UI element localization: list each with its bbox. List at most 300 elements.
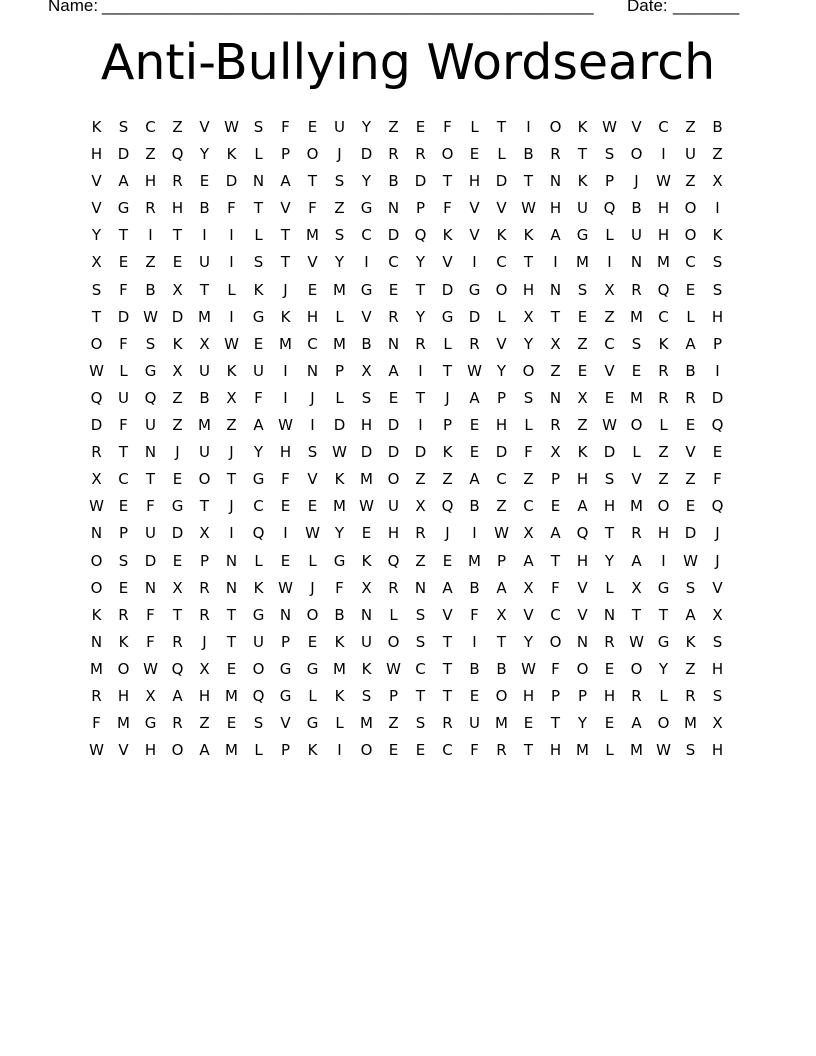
grid-letter: E [712, 443, 723, 462]
grid-letter: K [334, 632, 345, 651]
grid-letter: O [684, 226, 697, 245]
grid-letter: I [472, 632, 477, 651]
grid-letter: K [685, 632, 696, 651]
grid-letter: V [604, 361, 615, 380]
grid-letter: Q [441, 497, 454, 516]
grid-letter: H [711, 741, 724, 760]
wordsearch-grid [83, 114, 731, 764]
grid-letter: X [361, 578, 372, 597]
grid-letter: H [360, 416, 373, 435]
grid-letter: H [468, 172, 481, 191]
grid-letter: G [279, 659, 292, 678]
grid-letter: W [629, 632, 644, 651]
grid-letter: X [172, 280, 183, 299]
grid-letter: B [523, 145, 534, 164]
grid-letter: M [225, 741, 238, 760]
grid-letter: Y [415, 253, 426, 272]
grid-letter: D [495, 443, 508, 462]
grid-letter: J [310, 388, 315, 407]
grid-letter: E [469, 145, 480, 164]
grid-letter: W [305, 524, 320, 543]
grid-letter: Z [523, 470, 534, 489]
grid-letter: K [253, 578, 264, 597]
grid-letter: Y [658, 659, 669, 678]
grid-letter: E [388, 280, 399, 299]
grid-letter: Z [226, 416, 237, 435]
grid-letter: E [604, 659, 615, 678]
grid-letter: E [307, 497, 318, 516]
grid-letter: E [388, 388, 399, 407]
grid-letter: C [496, 470, 507, 489]
grid-letter: G [144, 361, 157, 380]
grid-letter: P [496, 551, 507, 570]
grid-letter: T [253, 199, 264, 218]
grid-letter: T [550, 714, 561, 733]
grid-letter: I [715, 199, 720, 218]
grid-letter: I [472, 253, 477, 272]
grid-letter: P [388, 686, 399, 705]
grid-letter: R [685, 388, 696, 407]
grid-letter: J [175, 443, 180, 462]
grid-letter: K [307, 741, 318, 760]
grid-letter: P [442, 416, 453, 435]
grid-letter: X [523, 578, 534, 597]
grid-letter: V [469, 199, 480, 218]
grid-letter: L [254, 145, 263, 164]
grid-letter: T [577, 145, 588, 164]
grid-letter: B [712, 118, 723, 136]
grid-letter: C [658, 307, 669, 326]
grid-letter: R [496, 741, 507, 760]
page-title: Anti-Bullying Wordsearch [100, 34, 716, 91]
grid-letter: E [118, 253, 129, 272]
grid-letter: W [602, 118, 617, 136]
grid-letter: O [576, 659, 589, 678]
grid-letter: V [199, 118, 210, 136]
grid-letter: W [359, 497, 374, 516]
grid-letter: K [523, 226, 534, 245]
grid-letter: W [521, 659, 536, 678]
grid-letter: B [199, 199, 210, 218]
grid-letter: Y [334, 524, 345, 543]
grid-letter: S [91, 280, 102, 299]
grid-letter: V [442, 253, 453, 272]
grid-letter: U [253, 632, 264, 651]
grid-letter: G [657, 632, 670, 651]
grid-letter: C [604, 334, 615, 353]
grid-letter: P [199, 551, 210, 570]
grid-letter: X [199, 659, 210, 678]
grid-letter: K [334, 470, 345, 489]
grid-letter: W [467, 361, 482, 380]
grid-letter: R [388, 145, 399, 164]
grid-letter: F [443, 118, 452, 136]
grid-letter: Y [334, 253, 345, 272]
grid-letter: R [685, 686, 696, 705]
grid-letter: U [469, 714, 480, 733]
grid-letter: Q [414, 226, 427, 245]
grid-letter: A [523, 551, 534, 570]
grid-letter: F [119, 416, 128, 435]
grid-letter: T [442, 686, 453, 705]
grid-letter: W [89, 497, 104, 516]
grid-letter: M [279, 334, 292, 353]
grid-letter: I [418, 361, 423, 380]
grid-letter: A [685, 334, 696, 353]
grid-letter: R [91, 443, 102, 462]
grid-letter: E [118, 497, 129, 516]
grid-letter: H [198, 686, 211, 705]
grid-letter: X [712, 714, 723, 733]
grid-letter: B [199, 388, 210, 407]
grid-letter: S [415, 605, 426, 624]
grid-letter: R [172, 714, 183, 733]
grid-letter: M [360, 470, 373, 489]
grid-letter: D [360, 145, 373, 164]
grid-letter: N [603, 605, 616, 624]
grid-letter: B [469, 497, 480, 516]
grid-letter: Q [711, 497, 724, 516]
grid-letter: T [523, 741, 534, 760]
grid-letter: D [360, 443, 373, 462]
grid-letter: F [281, 470, 290, 489]
grid-letter: X [550, 443, 561, 462]
grid-letter: L [659, 416, 668, 435]
grid-letter: U [199, 253, 210, 272]
grid-letter: S [604, 470, 615, 489]
grid-letter: E [118, 578, 129, 597]
grid-letter: A [550, 226, 561, 245]
grid-letter: L [308, 551, 317, 570]
grid-letter: W [494, 524, 509, 543]
grid-letter: M [333, 659, 346, 678]
grid-letter: I [283, 361, 288, 380]
grid-letter: M [630, 497, 643, 516]
grid-letter: X [415, 497, 426, 516]
grid-letter: U [685, 145, 696, 164]
grid-letter: K [577, 172, 588, 191]
grid-letter: A [631, 714, 642, 733]
grid-letter: X [523, 524, 534, 543]
grid-letter: L [497, 307, 506, 326]
grid-letter: T [172, 605, 183, 624]
grid-letter: B [631, 199, 642, 218]
grid-letter: G [333, 551, 346, 570]
grid-letter: E [172, 470, 183, 489]
grid-letter: D [711, 388, 724, 407]
grid-letter: N [144, 443, 157, 462]
grid-letter: F [119, 334, 128, 353]
grid-letter: V [496, 334, 507, 353]
grid-letter: Y [361, 118, 372, 136]
grid-letter: M [468, 551, 481, 570]
grid-letter: Z [145, 145, 156, 164]
grid-letter: N [144, 578, 157, 597]
grid-letter: Y [523, 632, 534, 651]
grid-letter: I [229, 307, 234, 326]
grid-letter: W [224, 118, 239, 136]
grid-letter: I [283, 388, 288, 407]
grid-letter: U [577, 199, 588, 218]
grid-letter: P [280, 741, 291, 760]
grid-letter: C [388, 253, 399, 272]
grid-letter: A [253, 416, 264, 435]
grid-letter: H [144, 741, 157, 760]
grid-letter: V [631, 118, 642, 136]
grid-letter: N [549, 280, 562, 299]
grid-letter: A [118, 172, 129, 191]
grid-letter: M [495, 714, 508, 733]
grid-letter: S [631, 334, 642, 353]
grid-letter: R [658, 361, 669, 380]
grid-letter: K [226, 145, 237, 164]
grid-letter: F [335, 578, 344, 597]
grid-letter: D [387, 443, 400, 462]
grid-letter: V [523, 605, 534, 624]
grid-letter: D [414, 443, 427, 462]
grid-letter: Z [172, 416, 183, 435]
grid-letter: E [415, 741, 426, 760]
grid-letter: C [523, 497, 534, 516]
grid-letter: G [171, 497, 184, 516]
grid-letter: B [469, 578, 480, 597]
grid-letter: T [199, 497, 210, 516]
grid-letter: Z [415, 470, 426, 489]
grid-letter: S [118, 551, 129, 570]
grid-letter: R [172, 632, 183, 651]
grid-letter: A [577, 497, 588, 516]
grid-letter: V [91, 199, 102, 218]
grid-letter: X [91, 470, 102, 489]
grid-letter: Q [144, 388, 157, 407]
grid-letter: C [685, 253, 696, 272]
grid-letter: M [333, 497, 346, 516]
grid-letter: K [577, 118, 588, 136]
grid-letter: D [495, 172, 508, 191]
grid-letter: H [549, 199, 562, 218]
grid-letter: N [630, 253, 643, 272]
grid-letter: W [278, 578, 293, 597]
grid-letter: M [684, 714, 697, 733]
grid-letter: O [90, 578, 103, 597]
grid-letter: L [389, 605, 398, 624]
grid-letter: F [551, 578, 560, 597]
grid-letter: D [603, 443, 616, 462]
grid-letter: Z [658, 470, 669, 489]
grid-letter: I [661, 551, 666, 570]
grid-letter: Z [496, 497, 507, 516]
grid-letter: U [145, 416, 156, 435]
grid-letter: D [171, 307, 184, 326]
grid-letter: Z [199, 714, 210, 733]
grid-letter: S [307, 443, 318, 462]
grid-letter: L [497, 145, 506, 164]
grid-letter: S [685, 741, 696, 760]
grid-letter: W [89, 361, 104, 380]
grid-letter: O [441, 145, 454, 164]
grid-letter: G [576, 226, 589, 245]
grid-letter: L [470, 118, 479, 136]
grid-letter: P [604, 172, 615, 191]
grid-letter: F [443, 199, 452, 218]
grid-letter: T [550, 551, 561, 570]
grid-letter: M [198, 416, 211, 435]
grid-letter: X [91, 253, 102, 272]
grid-letter: E [172, 253, 183, 272]
grid-letter: A [469, 470, 480, 489]
grid-letter: V [469, 226, 480, 245]
grid-letter: L [254, 551, 263, 570]
grid-letter: D [117, 145, 130, 164]
grid-letter: I [148, 226, 153, 245]
grid-letter: Z [172, 388, 183, 407]
grid-letter: Z [415, 551, 426, 570]
grid-letter: N [225, 578, 238, 597]
grid-letter: W [602, 416, 617, 435]
grid-letter: F [524, 443, 533, 462]
grid-letter: N [90, 632, 103, 651]
grid-letter: Z [685, 118, 696, 136]
grid-letter: O [360, 741, 373, 760]
grid-letter: E [172, 551, 183, 570]
grid-letter: F [470, 605, 479, 624]
grid-letter: H [711, 659, 724, 678]
grid-letter: N [576, 632, 589, 651]
grid-letter: M [360, 714, 373, 733]
grid-letter: L [335, 714, 344, 733]
grid-letter: X [523, 307, 534, 326]
grid-letter: I [310, 416, 315, 435]
grid-letter: I [715, 361, 720, 380]
name-label: Name: [48, 0, 99, 15]
grid-letter: T [280, 253, 291, 272]
grid-letter: G [360, 280, 373, 299]
grid-letter: V [577, 578, 588, 597]
grid-letter: M [630, 307, 643, 326]
grid-letter: F [146, 632, 155, 651]
grid-letter: A [550, 524, 561, 543]
grid-letter: Y [199, 145, 210, 164]
grid-letter: V [712, 578, 723, 597]
grid-letter: R [91, 686, 102, 705]
grid-letter: W [332, 443, 347, 462]
grid-letter: O [198, 470, 211, 489]
grid-letter: G [279, 686, 292, 705]
grid-letter: M [576, 741, 589, 760]
grid-letter: S [523, 388, 534, 407]
grid-letter: D [333, 416, 346, 435]
grid-letter: Z [172, 118, 183, 136]
grid-letter: N [549, 172, 562, 191]
grid-letter: X [199, 334, 210, 353]
grid-letter: N [306, 361, 319, 380]
grid-letter: Y [523, 334, 534, 353]
grid-letter: I [337, 741, 342, 760]
grid-letter: O [495, 686, 508, 705]
grid-letter: I [661, 145, 666, 164]
grid-letter: C [658, 118, 669, 136]
grid-letter: E [226, 659, 237, 678]
grid-letter: E [442, 551, 453, 570]
grid-letter: E [280, 551, 291, 570]
grid-letter: K [577, 443, 588, 462]
grid-letter: Y [415, 307, 426, 326]
grid-letter: X [550, 334, 561, 353]
grid-letter: E [469, 416, 480, 435]
grid-letter: R [199, 605, 210, 624]
grid-letter: G [252, 605, 265, 624]
grid-letter: L [254, 226, 263, 245]
grid-letter: E [523, 714, 534, 733]
grid-letter: O [630, 659, 643, 678]
grid-letter: O [549, 632, 562, 651]
grid-letter: S [415, 632, 426, 651]
grid-letter: Y [577, 714, 588, 733]
grid-letter: T [118, 443, 129, 462]
grid-letter: N [387, 334, 400, 353]
grid-letter: O [657, 714, 670, 733]
grid-letter: T [604, 524, 615, 543]
grid-letter: E [577, 361, 588, 380]
grid-letter: S [415, 714, 426, 733]
grid-letter: R [658, 388, 669, 407]
grid-letter: E [577, 307, 588, 326]
grid-letter: L [605, 741, 614, 760]
grid-letter: H [495, 416, 508, 435]
grid-letter: F [551, 659, 560, 678]
grid-letter: L [605, 578, 614, 597]
grid-letter: S [712, 280, 723, 299]
grid-letter: J [445, 524, 450, 543]
grid-letter: Z [334, 199, 345, 218]
grid-letter: J [337, 145, 342, 164]
grid-letter: L [254, 741, 263, 760]
grid-letter: L [686, 307, 695, 326]
grid-letter: B [496, 659, 507, 678]
grid-letter: O [252, 659, 265, 678]
grid-letter: T [226, 605, 237, 624]
grid-letter: T [172, 226, 183, 245]
grid-letter: Z [685, 659, 696, 678]
grid-letter: Q [252, 524, 265, 543]
grid-letter: I [364, 253, 369, 272]
grid-letter: W [656, 172, 671, 191]
grid-letter: T [550, 307, 561, 326]
grid-letter: P [280, 145, 291, 164]
grid-letter: Q [171, 145, 184, 164]
grid-letter: W [143, 659, 158, 678]
grid-letter: E [685, 280, 696, 299]
grid-letter: G [252, 470, 265, 489]
grid-letter: V [685, 443, 696, 462]
grid-letter: D [468, 307, 481, 326]
grid-letter: C [307, 334, 318, 353]
grid-letter: P [712, 334, 723, 353]
grid-letter: Q [171, 659, 184, 678]
grid-letter: S [334, 226, 345, 245]
grid-letter: O [387, 470, 400, 489]
grid-letter: A [442, 578, 453, 597]
grid-letter: F [146, 497, 155, 516]
grid-letter: P [577, 686, 588, 705]
grid-letter: H [117, 686, 130, 705]
grid-letter: O [387, 632, 400, 651]
grid-letter: U [145, 524, 156, 543]
grid-letter: E [226, 714, 237, 733]
grid-letter: E [469, 686, 480, 705]
grid-letter: J [715, 524, 720, 543]
grid-letter: F [92, 714, 101, 733]
